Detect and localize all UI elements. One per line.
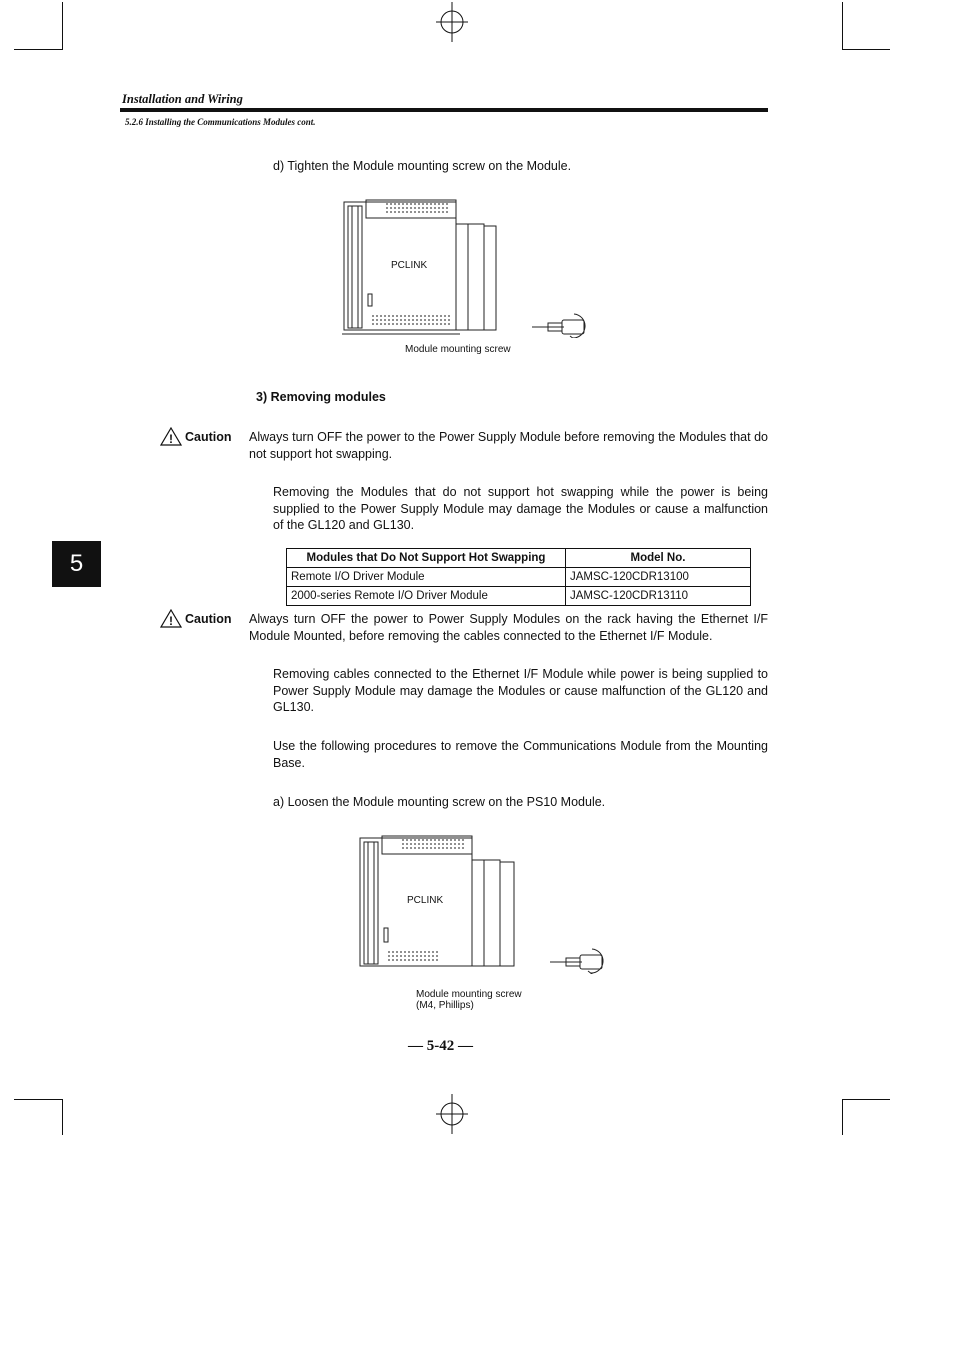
- ethernet-warning-paragraph: Removing cables connected to the Ethernet I/F Module while power is being supplied to Power Supply Module may damage the Modules or cause malfunction of the GL120 and GL130.: [273, 667, 768, 714]
- caution-2-text: Always turn OFF the power to Power Supply Modules on the rack having the Ethernet I/F Module Mounted, before removing the cables connected to the Ethernet I/F Module.: [249, 612, 768, 643]
- module-drawing: [342, 198, 592, 338]
- table-header-cell: Model No.: [566, 549, 751, 568]
- step-a-text: a) Loosen the Module mounting screw on the PS10 Module.: [273, 795, 606, 809]
- module-label: PCLINK: [407, 895, 444, 906]
- hot-swap-table: [286, 548, 751, 606]
- figure-module-loosen: [358, 834, 618, 1014]
- caution-label-text: Caution: [185, 429, 232, 444]
- table-cell: Remote I/O Driver Module: [287, 568, 566, 587]
- caution-label-text: Caution: [185, 611, 232, 626]
- running-header-title: Installation and Wiring: [122, 92, 243, 106]
- section-heading-removing-modules: 3) Removing modules: [256, 390, 386, 404]
- warning-triangle-icon: [160, 609, 182, 628]
- registration-mark-bottom: [434, 1094, 470, 1134]
- table-cell: 2000-series Remote I/O Driver Module: [287, 587, 566, 606]
- svg-text:!: !: [169, 614, 173, 628]
- table-row: [287, 587, 751, 606]
- running-header-subtitle: 5.2.6 Installing the Communications Modules cont.: [125, 117, 316, 127]
- figure2-caption-line1: Module mounting screw: [416, 989, 522, 1000]
- caution-label-1: [160, 427, 232, 446]
- header-rule: [120, 108, 768, 112]
- svg-text:!: !: [169, 432, 173, 446]
- step-d-text: d) Tighten the Module mounting screw on the Module.: [273, 159, 572, 173]
- table-row: [287, 568, 751, 587]
- figure-module-mounting: [342, 198, 592, 358]
- caution-1-text: Always turn OFF the power to the Power Supply Module before removing the Modules that do not support hot swapping.: [249, 430, 768, 461]
- chapter-tab: 5: [52, 541, 101, 587]
- page-number: — 5-42 —: [408, 1038, 473, 1054]
- table-header-row: [287, 549, 751, 568]
- module-drawing: [358, 834, 618, 974]
- screwdriver-icon: [550, 949, 603, 974]
- table-header-cell: Modules that Do Not Support Hot Swapping: [287, 549, 566, 568]
- caution-label-2: [160, 609, 232, 628]
- screwdriver-icon: [532, 314, 585, 338]
- procedure-intro-paragraph: Use the following procedures to remove the Communications Module from the Mounting Base.: [273, 739, 768, 770]
- registration-mark-top: [434, 2, 470, 42]
- figure1-caption: Module mounting screw: [405, 344, 511, 355]
- hot-swap-warning-paragraph: Removing the Modules that do not support hot swapping while the power is being supplied to the Power Supply Module may damage the Modules or cause a malfunction of the GL120 and GL130.: [273, 485, 768, 532]
- warning-triangle-icon: [160, 427, 182, 446]
- module-label: PCLINK: [391, 260, 428, 271]
- table-cell: JAMSC-120CDR13100: [566, 568, 751, 587]
- table-cell: JAMSC-120CDR13110: [566, 587, 751, 606]
- figure2-caption-line2: (M4, Phillips): [416, 1000, 474, 1011]
